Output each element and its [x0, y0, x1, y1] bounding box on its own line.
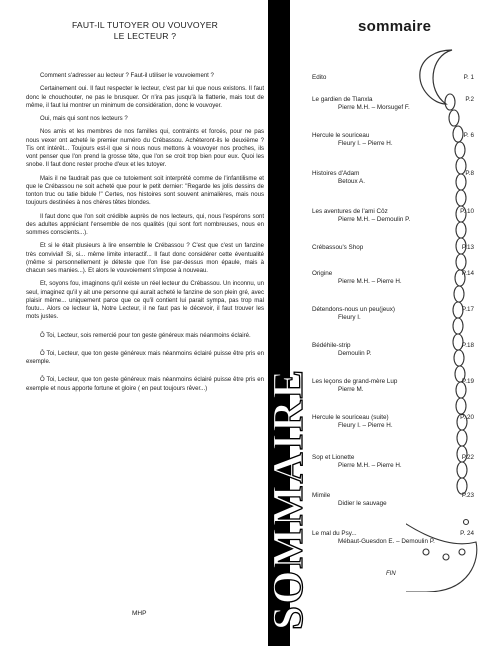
toc-entry-title: Le gardien de Tlanxla: [312, 96, 373, 103]
editorial-paragraph: Comment s'adresser au lecteur ? Faut-il utiliser le vouvoiement ?: [40, 73, 214, 79]
editorial-title: [26, 20, 264, 42]
toc-entry[interactable]: [312, 378, 474, 393]
table-of-contents: [306, 0, 482, 646]
editorial-paragraph: Et si le était plusieurs à lire ensemble le Crébassou ? C'est que c'est un fanzine très convivial! Si, si... même limite interactif... Il faut donc considérer cette éventualité (même si personnellement je déteste que l'on lise par-dessus mon épaule, mais à chacun ses manies...). Et alors le vouvoiement s'impose à nouveau.: [26, 243, 264, 274]
toc-heading: sommaire: [358, 18, 432, 35]
toc-entry-page: P.13: [461, 244, 474, 251]
toc-entry[interactable]: [312, 132, 474, 147]
toc-entry-title: Bédéhile-strip: [312, 342, 351, 349]
editorial-paragraph: Ô Toi, Lecteur, sois remercié pour ton geste généreux mais néanmoins éclairé.: [40, 332, 251, 339]
vertical-title: SOMMAIRE: [265, 367, 312, 630]
toc-entry-author: Pierre M.H. – Morsugef F.: [338, 104, 410, 111]
toc-entry[interactable]: [312, 244, 474, 252]
editorial-paragraph: Ô Toi, Lecteur, que ton geste généreux mais néanmoins éclairé puisse être pris en exemple et nous apporte fortune et gloire ( en peut toujours rêver...): [26, 377, 264, 392]
toc-entry-author: Pierre M.H. – Demoulin P.: [338, 216, 411, 223]
toc-entry-author: Pierre M.H. – Pierre H.: [338, 278, 402, 285]
toc-entry[interactable]: [312, 454, 474, 469]
toc-entry[interactable]: [312, 342, 474, 357]
toc-entry-page: P.18: [461, 342, 474, 349]
toc-entry-page: P. 1: [463, 74, 474, 81]
toc-entry-page: P. 20: [460, 414, 474, 421]
toc-entry-author: Pierre M.H. – Pierre H.: [338, 462, 402, 469]
toc-entry-author: Fleury I.: [338, 314, 361, 321]
editorial-paragraph: Ô Toi, Lecteur, que ton geste généreux mais néanmoins éclairé puisse être pris en exemple.: [26, 350, 264, 365]
editorial-paragraph: Il faut donc que l'on soit crédible auprès de nos lecteurs, qui, nous l'espérons sont des adultes appréciant l'ensemble de nos qualités (qui sont fort nombreuses, nous en sommes conscients...).: [26, 213, 264, 236]
toc-entry-page: P.19: [461, 378, 474, 385]
toc-entry-author: Betoux A.: [338, 178, 365, 185]
editorial-title-line-2: LE LECTEUR ?: [113, 31, 177, 41]
toc-entry-page: P. 10: [460, 208, 474, 215]
toc-entry-page: P.23: [461, 492, 474, 499]
toc-entry-author: Demoulin P.: [338, 350, 372, 357]
toc-entry-title: Détendons-nous un peu(jeux): [312, 306, 395, 313]
editorial-title-line-1: FAUT-IL TUTOYER OU VOUVOYER: [71, 20, 219, 30]
toc-entry-title: Crébassou's Shop: [312, 244, 364, 251]
toc-entry-title: Edito: [312, 74, 327, 81]
toc-entry-page: P.22: [461, 454, 474, 461]
toc-entry[interactable]: [312, 530, 474, 545]
editorial-paragraph: Oui, mais qui sont nos lecteurs ?: [40, 116, 128, 122]
toc-entry-page: P. 24: [460, 530, 474, 537]
toc-entry-title: Le mal du Psy...: [312, 530, 357, 537]
toc-entry-author: Fleury I. – Pierre H.: [338, 422, 393, 429]
toc-entry-title: Les aventures de l'ami Côz: [312, 208, 388, 215]
toc-entry[interactable]: [312, 492, 474, 507]
toc-entry-author: Pierre M.: [338, 386, 364, 393]
toc-entry[interactable]: [312, 306, 474, 321]
toc-entry-title: Hercule le souriceau (suite): [312, 414, 389, 421]
toc-entry[interactable]: [312, 270, 474, 285]
editorial-paragraph: Nos amis et les membres de nos familles qui, contraints et forcés, pour ne pas nous vexer ont acheté le premier numéro du Crébassou. Achèteront-ils le deuxième ? Tis ont intérêt... Toujours est-il que si nous nous mettons à vouvoyer nos proches, ils vont penser que l'on prend la grosse tête, que l'on se croit trop bien pour eux. Quoi les snobe. Il faut donc rester proche d'eux et les tutoyer.: [26, 129, 264, 169]
toc-entry-page: P.17: [461, 306, 474, 313]
toc-entry-title: Mimile: [312, 492, 331, 499]
toc-entry[interactable]: [312, 170, 474, 185]
toc-entry-page: P.14: [461, 270, 474, 277]
toc-entry-page: P.2: [465, 96, 474, 103]
toc-entry[interactable]: [312, 74, 474, 82]
toc-entry-author: Mébaut-Guesdon E. – Demoulin P.: [338, 538, 435, 545]
editorial-paragraph: Et, soyons fou, imaginons qu'il existe un réel lecteur du Crébassou. Un inconnu, un seul, imaginez qu'il y ait une personne qui aurait acheté le fanzine de son plein gré, avec plaisir même... uniquement parce que ce qu'il contient lui parait sympa, pas trop mal foutu... Alors ce lecteur là, Notre Lecteur, il ne faut pas le décevoir, il faut trouver les mots justes.: [26, 281, 264, 321]
editorial-body: [26, 72, 264, 393]
toc-entry[interactable]: [312, 414, 474, 429]
toc-entry-author: Fleury I. – Pierre H.: [338, 140, 393, 147]
toc-entry-title: Origine: [312, 270, 333, 277]
editorial-column: [26, 20, 264, 630]
end-mark: FIN: [386, 571, 396, 577]
toc-entry[interactable]: [312, 96, 474, 111]
toc-entry-title: Histoires d'Adam: [312, 170, 360, 177]
toc-entry-page: P.8: [465, 170, 474, 177]
author-signature: MHP: [132, 610, 147, 617]
toc-entry-page: P. 6: [463, 132, 474, 139]
toc-entry-title: Les leçons de grand-mère Lup: [312, 378, 398, 385]
toc-entry-title: Sop et Lionette: [312, 454, 355, 461]
editorial-paragraph: Certainement oui. Il faut respecter le lecteur, c'est par lui que nous existons. Il faut donc le chouchouter, ne pas le brusquer. Or n'ira pas jusqu'à la flatterie, mais tout de même, il faut lui montrer un minimum de considération, donc le vouvoyer.: [26, 86, 264, 109]
toc-entry-title: Hercule le souriceau: [312, 132, 370, 139]
toc-entry-author: Didier le sauvage: [338, 500, 387, 507]
toc-entry[interactable]: [312, 208, 474, 223]
editorial-paragraph: Mais il ne faudrait pas que ce tutoiement soit interprété comme de l'infantilisme et que le Crébassou ne soit acheté que pour le petit dernier: "Regarde les jolis dessins de tonton truc ou tatie bidule !" Certes, nos histoires sont souvent animalières, mais nous toujours destinées à nos chères têtes blondes.: [26, 175, 264, 207]
